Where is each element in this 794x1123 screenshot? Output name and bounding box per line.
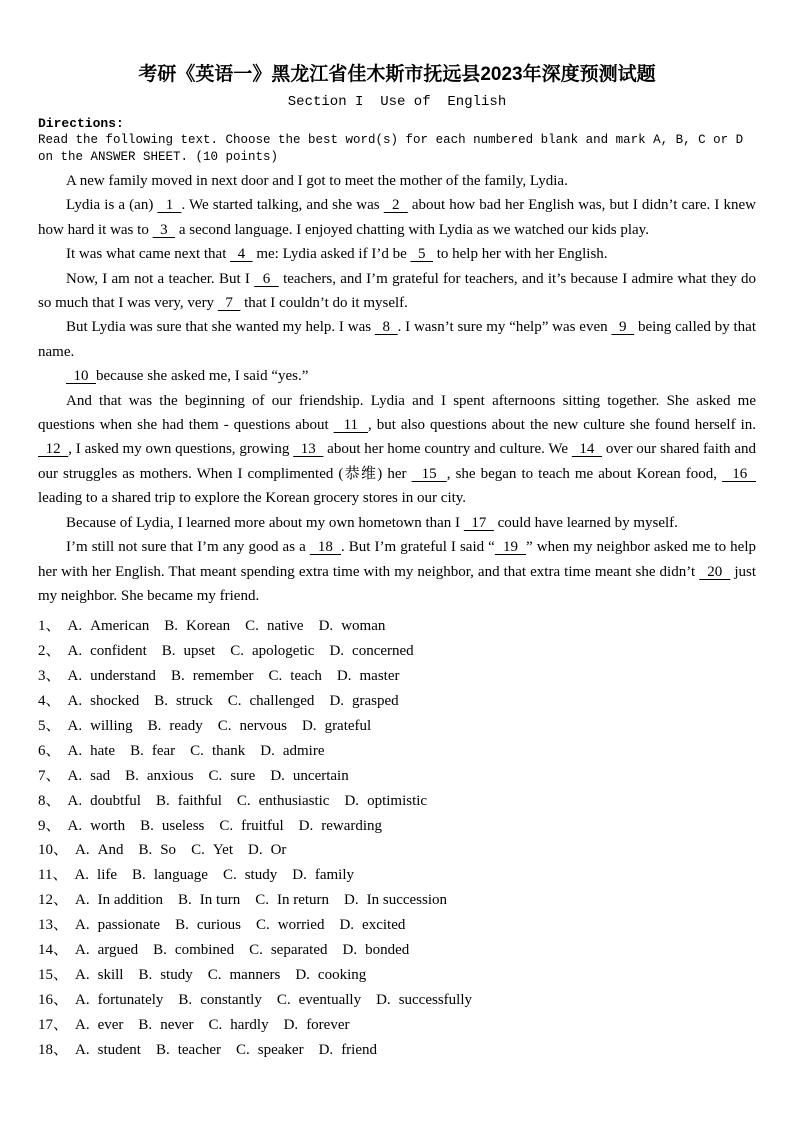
option-d (329, 693, 398, 709)
option-text: eventually (298, 991, 362, 1008)
question-row (38, 1038, 756, 1063)
option-text: manners (229, 967, 281, 983)
option-c (209, 768, 256, 784)
option-letter: C. (236, 792, 251, 809)
option-d (248, 842, 286, 858)
cloze-blank-17: 17 (463, 514, 494, 531)
option-b (178, 892, 240, 908)
option-a (75, 917, 160, 933)
option-c (228, 693, 315, 709)
option-letter: D. (329, 693, 345, 710)
option-letter: B. (132, 867, 146, 884)
cloze-blank-16: 16 (722, 465, 757, 482)
option-letter: B. (164, 618, 179, 635)
option-letter: B. (155, 1041, 170, 1058)
option-text: combined (174, 942, 235, 959)
option-b (156, 1042, 221, 1058)
option-letter: C. (245, 618, 259, 635)
cloze-blank-14: 14 (571, 441, 603, 458)
option-a (68, 768, 111, 784)
option-c (191, 842, 233, 858)
option-b (162, 643, 215, 659)
option-letter: B. (155, 792, 170, 809)
option-b (156, 793, 222, 809)
cloze-blank-4: 4 (230, 246, 253, 263)
option-b (138, 967, 192, 983)
option-text: life (97, 867, 118, 884)
question-row (38, 789, 756, 814)
cloze-blank-13: 13 (293, 441, 324, 458)
option-d (260, 743, 324, 759)
option-c (190, 743, 245, 759)
option-text: struck (176, 693, 213, 710)
question-row (38, 689, 756, 714)
cloze-blank-3: 3 (152, 221, 176, 238)
option-text: admire (282, 742, 325, 759)
option-text: faithful (177, 792, 222, 809)
option-text: In succession (366, 892, 448, 909)
option-a (68, 793, 141, 809)
passage-paragraph: I’m still not sure that I’m any good as a 18 . But I’m grateful I said “ 19 ” when my neighbor asked me to help her with her English. That meant spending extra time with my neighbor, and that extra time meant she didn’t 20 just my neighbor. She became my friend. (38, 539, 757, 604)
option-letter: A. (75, 892, 90, 909)
option-d (344, 892, 447, 908)
option-letter: D. (295, 967, 310, 983)
option-d (319, 1042, 377, 1058)
option-text: useless (161, 817, 205, 834)
question-number: 15、 (38, 967, 69, 983)
option-a (75, 942, 138, 958)
option-letter: B. (178, 892, 192, 909)
option-letter: C. (249, 942, 263, 959)
option-letter: D. (344, 792, 360, 809)
passage-paragraph: Now, I am not a teacher. But I 6 teachers, and I’m grateful for teachers, and it’s because I admire what they do so much that I was very, very 7 that I couldn’t do it myself. (38, 270, 756, 312)
option-letter: A. (67, 767, 83, 784)
passage-paragraph: And that was the beginning of our friendship. Lydia and I spent afternoons sitting together. She asked me questions when she had them - questions about 11 , but also questions about the new culture she found herself in. 12 , I asked my own questions, growing 13 about her home country and culture. We 14 over our shared faith and our struggles as mothers. When I complimented (恭维) her 15 , she began to teach me about Korean food, 16 leading to a shared trip to explore the Korean grocery stores in our city. (38, 392, 757, 507)
option-b (153, 942, 234, 958)
option-c (223, 867, 277, 883)
option-text: apologetic (251, 643, 315, 660)
option-text: anxious (146, 767, 194, 784)
option-text: grasped (352, 693, 399, 710)
option-letter: C. (256, 917, 270, 934)
option-letter: B. (153, 942, 167, 959)
question-number: 11、 (38, 867, 68, 884)
option-text: curious (196, 917, 242, 934)
option-letter: D. (283, 1016, 299, 1033)
question-row (38, 1013, 756, 1038)
question-number: 8、 (38, 792, 61, 809)
question-number: 1、 (38, 618, 61, 635)
option-a (68, 668, 156, 684)
question-row (38, 963, 756, 988)
option-letter: D. (376, 991, 391, 1008)
option-text: upset (183, 643, 216, 660)
option-letter: C. (208, 767, 223, 784)
option-text: master (359, 668, 400, 685)
option-letter: B. (125, 767, 139, 784)
passage-paragraph: 10 because she asked me, I said “yes.” (66, 368, 309, 385)
option-letter: D. (318, 1041, 334, 1058)
option-d (319, 618, 386, 634)
option-d (299, 818, 382, 834)
option-text: study (160, 967, 193, 983)
option-letter: A. (74, 867, 90, 884)
option-text: argued (97, 942, 139, 959)
option-text: challenged (249, 693, 315, 710)
option-c (219, 818, 283, 834)
option-d (339, 917, 405, 933)
option-letter: A. (67, 618, 83, 635)
option-text: hardly (230, 1016, 269, 1033)
option-letter: C. (217, 717, 232, 734)
option-c (218, 718, 287, 734)
option-text: native (266, 618, 304, 635)
option-letter: B. (170, 668, 185, 685)
option-letter: C. (268, 668, 283, 685)
cloze-blank-12: 12 (38, 441, 69, 458)
option-letter: A. (75, 942, 90, 959)
question-number: 7、 (38, 767, 61, 784)
option-b (148, 718, 203, 734)
option-a (75, 1042, 141, 1058)
option-text: nervous (239, 717, 287, 734)
option-text: optimistic (367, 792, 428, 809)
option-text: teacher (177, 1041, 222, 1058)
cloze-blank-7: 7 (217, 295, 241, 312)
question-row (38, 913, 756, 938)
option-text: friend (341, 1041, 378, 1058)
option-text: cooking (317, 967, 367, 983)
option-text: Or (270, 842, 287, 859)
option-letter: B. (138, 842, 153, 859)
option-c (277, 992, 361, 1008)
directions-text: Read the following text. Choose the best word(s) for each numbered blank and mark A, B, C or D on the ANSWER SHEET. (10 points) (38, 133, 744, 164)
option-c (208, 967, 281, 983)
option-text: sure (230, 767, 256, 784)
option-letter: D. (344, 892, 359, 909)
option-text: Yet (212, 842, 233, 859)
option-text: rewarding (321, 817, 383, 834)
option-letter: D. (318, 618, 334, 635)
cloze-blank-20: 20 (699, 563, 731, 580)
option-text: American (90, 618, 150, 635)
option-text: doubtful (90, 792, 141, 809)
option-text: remember (192, 668, 254, 685)
option-c (256, 917, 324, 933)
question-number: 3、 (38, 668, 61, 685)
option-letter: B. (178, 991, 193, 1008)
option-text: thank (211, 742, 246, 759)
passage-paragraph: It was what came next that 4 me: Lydia asked if I’d be 5 to help her with her English. (66, 246, 608, 263)
option-letter: A. (75, 1016, 90, 1033)
option-letter: A. (75, 991, 90, 1008)
option-letter: B. (161, 643, 176, 660)
question-number: 17、 (38, 1016, 69, 1033)
option-letter: A. (67, 817, 83, 834)
option-letter: D. (336, 668, 352, 685)
option-text: separated (270, 942, 328, 959)
option-d (295, 967, 366, 983)
option-d (329, 643, 413, 659)
option-d (284, 1017, 350, 1033)
option-b (130, 743, 175, 759)
question-row (38, 988, 756, 1013)
passage (38, 169, 756, 608)
cloze-blank-8: 8 (374, 319, 398, 336)
option-text: speaker (257, 1041, 304, 1058)
cloze-blank-19: 19 (494, 539, 527, 556)
option-letter: D. (301, 717, 317, 734)
option-letter: A. (67, 792, 83, 809)
option-letter: A. (75, 842, 90, 859)
option-c (209, 1017, 269, 1033)
option-letter: B. (140, 817, 154, 834)
passage-paragraph: A new family moved in next door and I got to meet the mother of the family, Lydia. (66, 173, 568, 189)
option-text: fruitful (241, 817, 284, 834)
option-a (75, 892, 163, 908)
option-letter: D. (260, 742, 275, 759)
option-d (302, 718, 371, 734)
option-text: confident (90, 643, 147, 660)
option-letter: C. (230, 643, 244, 660)
option-c (255, 892, 329, 908)
question-row (38, 639, 756, 664)
cloze-blank-9: 9 (611, 319, 635, 336)
option-text: forever (306, 1016, 350, 1033)
question-row (38, 888, 756, 913)
option-letter: C. (227, 693, 242, 710)
option-letter: D. (339, 917, 355, 934)
question-number: 10、 (38, 842, 69, 859)
option-letter: A. (67, 717, 83, 734)
option-b (138, 1017, 193, 1033)
option-a (75, 967, 123, 983)
question-number: 14、 (38, 942, 69, 959)
option-text: never (160, 1016, 194, 1033)
cloze-blank-18: 18 (309, 539, 341, 556)
option-text: uncertain (292, 767, 349, 784)
option-text: student (97, 1041, 141, 1058)
option-text: family (314, 867, 354, 884)
option-text: fear (151, 742, 176, 759)
cloze-blank-5: 5 (410, 246, 433, 263)
option-letter: B. (130, 742, 144, 759)
option-text: In addition (97, 892, 164, 909)
option-letter: A. (67, 643, 83, 660)
cloze-blank-2: 2 (383, 197, 408, 214)
option-letter: B. (138, 1016, 153, 1033)
option-text: excited (362, 917, 406, 934)
option-d (376, 992, 472, 1008)
question-row (38, 714, 756, 739)
option-text: passionate (97, 917, 161, 934)
option-text: In turn (199, 892, 241, 909)
option-text: And (97, 842, 124, 859)
option-d (270, 768, 348, 784)
option-letter: A. (75, 917, 90, 934)
option-b (125, 768, 193, 784)
option-d (344, 793, 427, 809)
option-b (175, 917, 241, 933)
question-number: 2、 (38, 643, 61, 660)
option-b (164, 618, 230, 634)
option-text: ever (97, 1016, 124, 1033)
passage-paragraph: Because of Lydia, I learned more about my own hometown than I 17 could have learned by myself. (66, 514, 678, 531)
option-text: understand (90, 668, 156, 685)
option-letter: D. (292, 867, 307, 884)
option-a (68, 643, 147, 659)
option-letter: A. (75, 967, 90, 983)
option-text: constantly (200, 991, 262, 1008)
option-text: study (244, 867, 278, 884)
option-letter: C. (191, 842, 205, 859)
option-a (68, 693, 140, 709)
option-a (74, 867, 117, 883)
option-letter: C. (208, 1016, 223, 1033)
option-b (138, 842, 176, 858)
question-number: 18、 (38, 1041, 69, 1058)
option-b (154, 693, 212, 709)
option-text: grateful (324, 717, 372, 734)
option-d (292, 867, 354, 883)
option-letter: C. (222, 867, 237, 884)
question-row (38, 664, 756, 689)
option-a (68, 818, 126, 834)
question-number: 5、 (38, 717, 61, 734)
question-number: 16、 (38, 991, 69, 1008)
cloze-blank-6: 6 (254, 270, 279, 287)
option-letter: A. (75, 1041, 90, 1058)
option-text: ready (169, 717, 203, 734)
option-letter: B. (175, 917, 189, 934)
question-row (38, 764, 756, 789)
option-text: worried (277, 917, 325, 934)
option-letter: C. (236, 1041, 250, 1058)
option-letter: B. (138, 967, 153, 983)
option-a (68, 618, 150, 634)
option-a (75, 992, 163, 1008)
option-text: woman (341, 618, 386, 635)
cloze-blank-10: 10 (66, 368, 96, 385)
option-text: successfully (398, 991, 473, 1008)
option-text: language (153, 867, 208, 884)
option-a (68, 743, 116, 759)
question-row (38, 838, 756, 863)
page-title: 考研《英语一》黑龙江省佳木斯市抚远县2023年深度预测试题 (138, 64, 656, 85)
option-text: worth (90, 817, 126, 834)
option-letter: C. (276, 991, 291, 1008)
question-list (38, 614, 756, 1062)
passage-paragraph: But Lydia was sure that she wanted my help. I was 8 . I wasn’t sure my “help” was even 9 being called by that name. (38, 319, 756, 360)
question-row (38, 938, 756, 963)
question-row (38, 814, 756, 839)
option-letter: B. (154, 693, 169, 710)
cloze-blank-1: 1 (157, 197, 182, 214)
option-c (249, 942, 327, 958)
option-letter: C. (190, 742, 204, 759)
option-a (75, 842, 123, 858)
option-letter: B. (147, 717, 162, 734)
option-d (342, 942, 409, 958)
option-text: fortunately (97, 991, 164, 1008)
option-b (178, 992, 261, 1008)
question-number: 13、 (38, 917, 69, 934)
question-number: 12、 (38, 892, 69, 909)
option-text: enthusiastic (258, 792, 330, 809)
option-letter: C. (207, 967, 222, 983)
option-c (269, 668, 322, 684)
option-c (236, 1042, 304, 1058)
option-letter: A. (67, 742, 83, 759)
cloze-blank-11: 11 (333, 417, 368, 434)
option-c (230, 643, 314, 659)
option-text: Korean (186, 618, 231, 635)
cloze-blank-15: 15 (411, 465, 447, 482)
option-text: sad (90, 767, 111, 784)
question-number: 9、 (38, 817, 61, 834)
option-a (68, 718, 133, 734)
option-c (237, 793, 330, 809)
option-text: teach (290, 668, 322, 685)
option-text: concerned (352, 643, 414, 660)
passage-paragraph: Lydia is a (an) 1 . We started talking, and she was 2 about how bad her English was, but I didn’t care. I knew how hard it was to 3 a second language. I enjoyed chatting with Lydia as we watched our kids play. (38, 197, 756, 238)
option-letter: A. (67, 693, 83, 710)
option-text: bonded (365, 942, 410, 959)
option-text: shocked (90, 693, 140, 710)
option-letter: D. (298, 817, 314, 834)
option-text: So (160, 842, 177, 859)
option-letter: D. (329, 643, 345, 660)
question-number: 4、 (38, 693, 61, 710)
section-heading: Section I Use of English (287, 94, 507, 110)
option-d (337, 668, 400, 684)
option-letter: A. (67, 668, 83, 685)
option-letter: D. (342, 942, 358, 959)
option-text: skill (97, 967, 124, 983)
question-number: 6、 (38, 742, 61, 759)
directions-label: Directions: (38, 116, 124, 131)
option-letter: C. (219, 817, 234, 834)
option-b (132, 867, 208, 883)
option-text: hate (90, 742, 116, 759)
option-text: willing (90, 717, 133, 734)
option-b (171, 668, 254, 684)
question-row (38, 614, 756, 639)
option-text: In return (276, 892, 330, 909)
option-letter: C. (255, 892, 269, 909)
option-a (75, 1017, 123, 1033)
option-b (140, 818, 204, 834)
question-row (38, 863, 756, 888)
option-letter: D. (247, 842, 263, 859)
option-letter: D. (270, 767, 285, 784)
question-row (38, 739, 756, 764)
option-c (245, 618, 303, 634)
